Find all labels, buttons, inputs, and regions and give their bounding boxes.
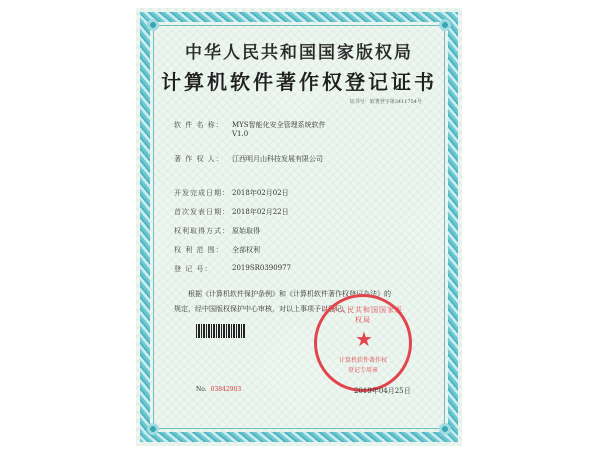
- field-value: [232, 120, 326, 138]
- serial-value: 03842903: [210, 386, 242, 393]
- corner-ornament-icon: [438, 422, 452, 436]
- software-version: V1.0: [232, 130, 249, 138]
- field-value: 全部权利: [232, 246, 260, 254]
- field-acquisition-method: [174, 226, 260, 236]
- serial-number: [196, 386, 241, 393]
- seal-line-1: 计算机软件著作权: [338, 357, 387, 364]
- field-copyright-owner: [174, 154, 323, 164]
- field-label: 著 作 权 人：: [174, 155, 224, 163]
- corner-ornament-icon: [438, 18, 452, 32]
- certificate-number: 证书号：软著登字第3411754号: [349, 99, 422, 105]
- field-value: 2018年02月22日: [232, 208, 289, 216]
- field-value: 2018年02月02日: [232, 189, 289, 197]
- field-label: 开发完成日期：: [174, 189, 230, 197]
- serial-label: No.: [196, 386, 207, 393]
- field-label: 登 记 号：: [174, 265, 213, 273]
- official-seal: [314, 294, 412, 392]
- statement-line-2: 规定，经中国版权保护中心审核，对以上事项予以登记。: [174, 305, 349, 313]
- field-label: 首次发表日期：: [174, 208, 230, 216]
- statement-line-1: 根据《计算机软件保护条例》和《计算机软件著作权登记办法》的: [188, 290, 391, 298]
- star-icon: ★: [355, 327, 373, 351]
- field-label: 权 利 范 围：: [174, 246, 224, 254]
- field-software-name: [174, 120, 326, 138]
- corner-ornament-icon: [146, 18, 160, 32]
- corner-ornament-icon: [146, 422, 160, 436]
- field-publication-date: [174, 207, 289, 217]
- field-label: 软 件 名 称：: [174, 121, 224, 129]
- issue-date: 2019年04月25日: [354, 387, 411, 395]
- seal-top-text: 中华人民共和国国家版权局: [323, 306, 403, 324]
- field-registration-number: [174, 264, 291, 274]
- field-completion-date: [174, 188, 289, 198]
- heading-title: 计算机软件著作权登记证书: [161, 70, 437, 94]
- field-value: 2019SR0390977: [232, 264, 292, 272]
- field-value: 原始取得: [232, 227, 260, 235]
- software-name: MYS智能化安全管理系统软件: [232, 121, 326, 129]
- field-value: 江西明月山科技发展有限公司: [232, 155, 323, 163]
- seal-line-2: 登记专用章: [347, 367, 378, 374]
- barcode-icon: [196, 324, 246, 338]
- field-rights-scope: [174, 245, 260, 255]
- certificate: [136, 8, 462, 446]
- field-label: 权利取得方式：: [174, 227, 230, 235]
- heading-country: 中华人民共和国国家版权局: [185, 43, 413, 63]
